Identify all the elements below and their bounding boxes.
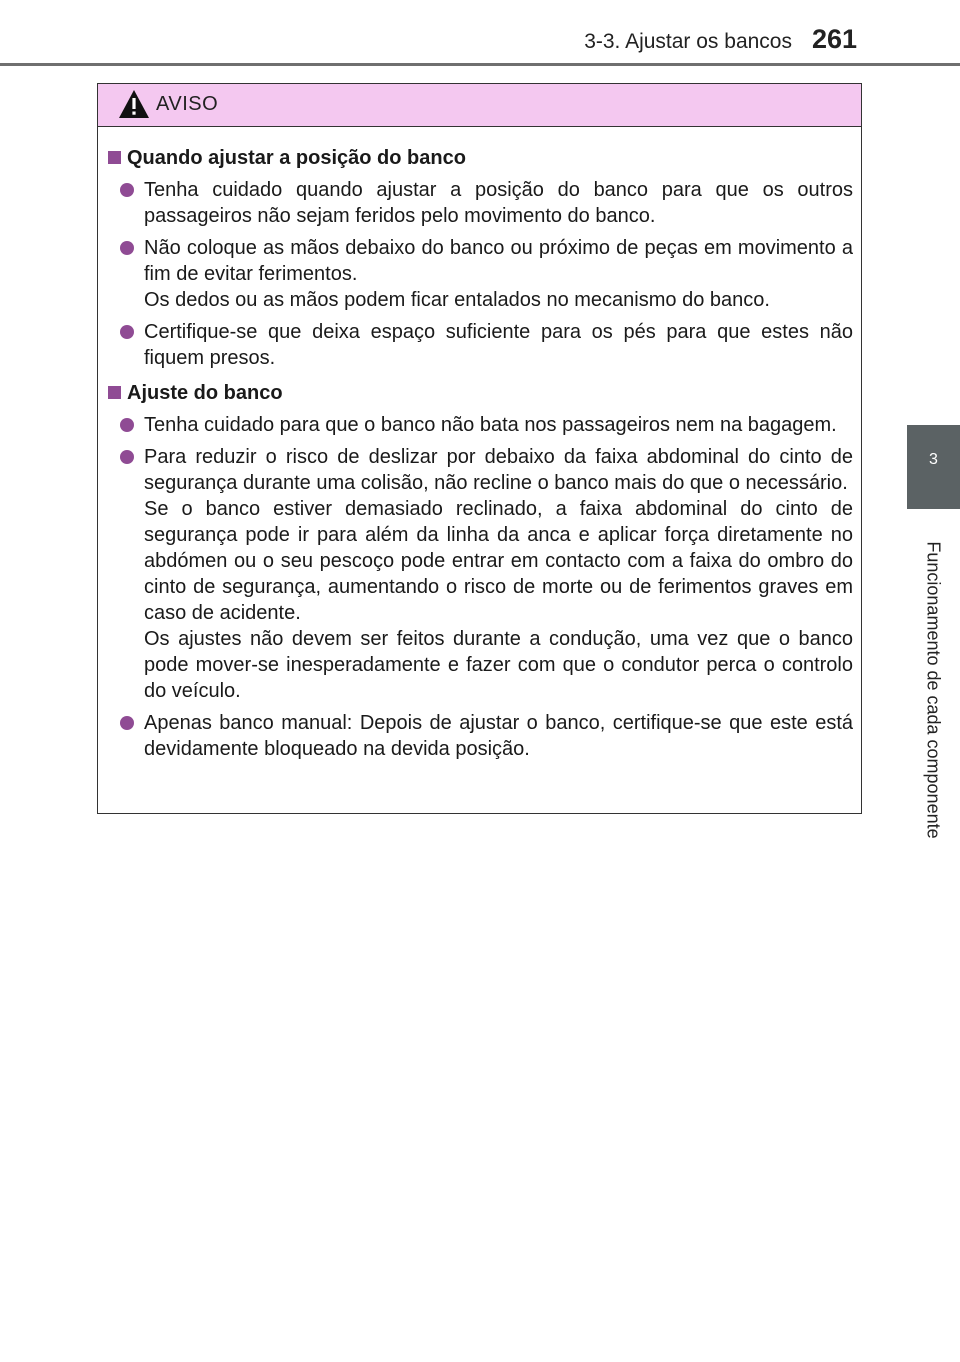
item-paragraph: Os dedos ou as mãos podem ficar entalados no mecanismo do banco.: [144, 289, 770, 311]
section-heading-text: Ajuste do banco: [127, 382, 283, 404]
list-item: [108, 710, 853, 762]
section-heading: [108, 145, 853, 171]
item-paragraph: Tenha cuidado para que o banco não bata nos passageiros nem na bagagem.: [144, 414, 837, 436]
item-paragraph: Se o banco estiver demasiado reclinado, a faixa abdominal do cinto de segurança pode ir para além da linha da anca e aplicar força diretamente no abdómen ou o seu pescoço pode entrar em contacto com a faixa do ombro do cinto de segurança, aumentando o risco de morte ou de ferimentos graves em caso de acidente.: [144, 498, 853, 624]
warning-triangle-icon: [118, 89, 150, 119]
chapter-tab: [907, 425, 960, 509]
list-item: [108, 235, 853, 313]
header-divider: [0, 63, 960, 66]
page-number: 261: [812, 24, 858, 54]
list-item: [108, 412, 853, 438]
list-item: [108, 177, 853, 229]
warning-title: AVISO: [156, 93, 219, 115]
warning-section: [108, 145, 853, 371]
circle-bullet-icon: [120, 716, 134, 730]
circle-bullet-icon: [120, 418, 134, 432]
warning-box: [97, 83, 862, 814]
section-heading-text: Quando ajustar a posição do banco: [127, 147, 466, 169]
square-bullet-icon: [108, 386, 121, 399]
list-item: [108, 444, 853, 704]
item-paragraph: Os ajustes não devem ser feitos durante a condução, uma vez que o banco pode mover-se inesperadamente e fazer com que o condutor perca o controlo do veículo.: [144, 628, 853, 702]
chapter-number: 3: [929, 451, 938, 468]
warning-section: [108, 380, 853, 762]
warning-header: [98, 84, 861, 127]
circle-bullet-icon: [120, 325, 134, 339]
item-paragraph: Para reduzir o risco de deslizar por debaixo da faixa abdominal do cinto de segurança durante uma colisão, não recline o banco mais do que o necessário.: [144, 446, 853, 494]
section-heading: [108, 380, 853, 406]
section-title: 3-3. Ajustar os bancos: [584, 30, 792, 53]
square-bullet-icon: [108, 151, 121, 164]
circle-bullet-icon: [120, 183, 134, 197]
warning-body: [98, 127, 861, 762]
item-paragraph: Certifique-se que deixa espaço suficiente para os pés para que estes não fiquem presos.: [144, 321, 853, 369]
item-paragraph: Apenas banco manual: Depois de ajustar o banco, certifique-se que este está devidamente bloqueado na devida posição.: [144, 712, 853, 760]
circle-bullet-icon: [120, 241, 134, 255]
circle-bullet-icon: [120, 450, 134, 464]
item-paragraph: Tenha cuidado quando ajustar a posição do banco para que os outros passageiros não sejam feridos pelo movimento do banco.: [144, 179, 853, 227]
item-paragraph: Não coloque as mãos debaixo do banco ou próximo de peças em movimento a fim de evitar ferimentos.: [144, 237, 853, 285]
chapter-label: Funcionamento de cada componente: [923, 541, 944, 839]
list-item: [108, 319, 853, 371]
